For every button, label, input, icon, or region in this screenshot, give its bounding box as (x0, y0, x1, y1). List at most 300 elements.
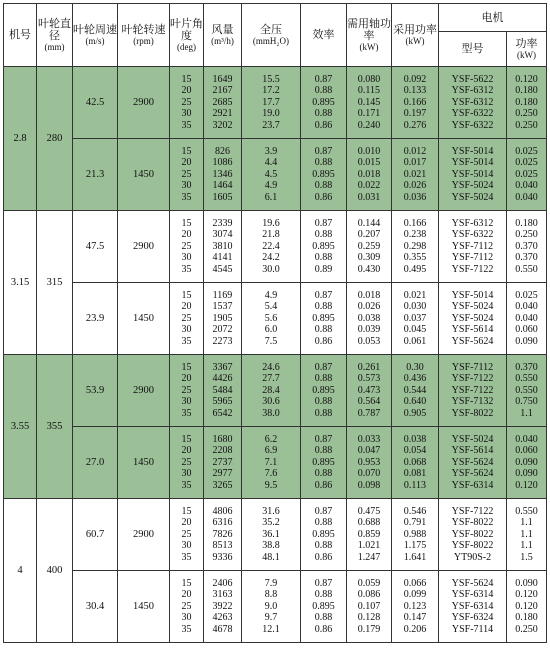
used-value: 0.238 (403, 229, 427, 241)
angle-value: 35 (181, 551, 192, 563)
pressure-value: 4.9 (264, 289, 278, 301)
angle-value: 35 (181, 623, 192, 635)
model-cell (439, 211, 507, 283)
angle-value: 30 (181, 468, 192, 480)
pressure-value: 9.0 (264, 600, 278, 612)
angle-value: 15 (181, 73, 192, 85)
shaft-value: 0.018 (357, 289, 381, 301)
mpower-cell (507, 67, 547, 139)
model-value: YSF-5624 (451, 456, 494, 468)
angle-value: 35 (181, 335, 192, 347)
tip-speed-cell: 30.4 (73, 571, 118, 643)
tip-speed-cell: 53.9 (73, 355, 118, 427)
pressure-value: 48.1 (262, 551, 280, 563)
shaft-value: 0.240 (357, 119, 381, 131)
eff-value: 0.895 (312, 528, 335, 540)
model-value: YSF-7132 (451, 396, 494, 408)
rpm-cell: 2900 (118, 67, 170, 139)
model-value: YSF-5624 (451, 335, 494, 347)
flow-value: 1086 (212, 157, 233, 169)
angle-value: 15 (181, 505, 192, 517)
used-value: 0.546 (403, 505, 427, 517)
mpower-value: 1.1 (520, 528, 533, 540)
shaft-value: 0.564 (357, 396, 381, 408)
eff-value: 0.895 (312, 240, 335, 252)
used-value: 0.436 (403, 373, 427, 385)
rpm-cell: 2900 (118, 355, 170, 427)
mpower-value: 0.120 (515, 73, 538, 85)
flow-value: 9336 (212, 551, 233, 563)
eff-value: 0.88 (314, 301, 333, 313)
shaft-value: 0.047 (357, 445, 381, 457)
used-value: 0.791 (403, 517, 427, 529)
model-value: YSF-6314 (451, 589, 494, 601)
flow-value: 6542 (212, 407, 233, 419)
pressure-cell (242, 283, 301, 355)
flow-value: 1605 (212, 191, 233, 203)
angle-cell (170, 139, 204, 211)
header-angle-unit: (deg) (177, 41, 196, 52)
flow-value: 2167 (212, 85, 233, 97)
header-diameter-unit: (mm) (44, 41, 65, 52)
angle-value: 30 (181, 612, 192, 624)
used-value: 0.081 (403, 468, 427, 480)
angle-value: 30 (181, 324, 192, 336)
eff-value: 0.87 (314, 505, 333, 517)
flow-value: 2977 (212, 468, 233, 480)
angle-value: 15 (181, 433, 192, 445)
header-flow-unit: (m³/h) (211, 35, 234, 46)
angle-cell (170, 427, 204, 499)
used-value: 0.038 (403, 433, 427, 445)
pressure-value: 17.2 (262, 85, 280, 97)
model-value: YSF-5622 (451, 73, 494, 85)
shaft-cell (347, 355, 392, 427)
pressure-value: 9.5 (264, 479, 278, 491)
machine-number-cell: 3.15 (4, 211, 37, 355)
angle-value: 30 (181, 108, 192, 120)
mpower-value: 0.250 (515, 108, 538, 120)
model-cell (439, 499, 507, 571)
flow-value: 1464 (212, 180, 233, 192)
eff-value: 0.87 (314, 289, 333, 301)
header-angle (170, 4, 204, 67)
pressure-value: 23.7 (262, 119, 280, 131)
eff-value: 0.895 (312, 96, 335, 108)
header-shaft-power-unit: (kW) (359, 41, 379, 52)
eff-value: 0.88 (314, 180, 333, 192)
angle-value: 25 (181, 528, 192, 540)
pressure-value: 7.9 (264, 577, 278, 589)
pressure-value: 27.7 (262, 373, 280, 385)
flow-value: 2685 (212, 96, 233, 108)
model-cell (439, 139, 507, 211)
model-value: YSF-5014 (451, 168, 494, 180)
shaft-value: 0.022 (357, 180, 381, 192)
shaft-value: 0.033 (357, 433, 381, 445)
table-row (4, 355, 547, 427)
pressure-value: 3.9 (264, 145, 278, 157)
mpower-value: 1.1 (520, 517, 533, 529)
angle-value: 35 (181, 479, 192, 491)
mpower-value: 0.040 (515, 301, 538, 313)
table-row (4, 571, 547, 643)
shaft-value: 1.021 (357, 540, 381, 552)
flow-value: 2339 (212, 217, 233, 229)
shaft-value: 0.059 (357, 577, 381, 589)
angle-value: 30 (181, 540, 192, 552)
pressure-cell (242, 571, 301, 643)
shaft-cell (347, 283, 392, 355)
eff-cell (301, 139, 347, 211)
angle-value: 20 (181, 445, 192, 457)
used-value: 0.012 (403, 145, 427, 157)
eff-value: 0.88 (314, 85, 333, 97)
used-value: 0.355 (403, 252, 427, 264)
flow-value: 1169 (212, 289, 233, 301)
flow-cell (204, 571, 242, 643)
shaft-value: 0.261 (357, 361, 381, 373)
shaft-value: 0.309 (357, 252, 381, 264)
eff-value: 0.86 (314, 479, 333, 491)
eff-value: 0.88 (314, 445, 333, 457)
shaft-value: 0.115 (357, 85, 381, 97)
model-value: YSF-5014 (451, 157, 494, 169)
used-cell (392, 427, 439, 499)
flow-cell (204, 139, 242, 211)
used-value: 0.021 (403, 168, 427, 180)
model-value: YSF-6324 (451, 612, 494, 624)
pressure-value: 15.5 (262, 73, 280, 85)
eff-value: 0.87 (314, 73, 333, 85)
model-value: YSF-5024 (451, 180, 494, 192)
angle-value: 25 (181, 168, 192, 180)
pressure-value: 12.1 (262, 623, 280, 635)
eff-value: 0.87 (314, 433, 333, 445)
pressure-value: 24.6 (262, 361, 280, 373)
header-shaft-power-label: 需用轴功率 (347, 17, 391, 42)
used-value: 0.066 (403, 577, 427, 589)
header-efficiency-label: 效率 (312, 29, 335, 41)
pressure-cell (242, 139, 301, 211)
model-value: YSF-7122 (451, 505, 494, 517)
model-value: YSF-8022 (451, 517, 494, 529)
shaft-value: 0.475 (357, 505, 381, 517)
shaft-value: 0.080 (357, 73, 381, 85)
used-cell (392, 571, 439, 643)
header-used-power (392, 4, 439, 67)
pressure-value: 30.0 (262, 263, 280, 275)
tip-speed-cell: 21.3 (73, 139, 118, 211)
mpower-value: 0.180 (515, 96, 538, 108)
pressure-value: 4.4 (264, 157, 278, 169)
table-row (4, 67, 547, 139)
shaft-cell (347, 211, 392, 283)
flow-value: 2072 (212, 324, 233, 336)
shaft-value: 0.787 (357, 407, 381, 419)
shaft-value: 0.010 (357, 145, 381, 157)
mpower-value: 0.040 (515, 191, 538, 203)
model-value: YSF-7112 (451, 252, 494, 264)
mpower-value: 0.025 (515, 145, 538, 157)
angle-value: 25 (181, 96, 192, 108)
angle-value: 35 (181, 263, 192, 275)
mpower-value: 0.550 (515, 263, 538, 275)
used-value: 0.544 (403, 384, 427, 396)
flow-value: 4263 (212, 612, 233, 624)
mpower-value: 0.370 (515, 240, 538, 252)
shaft-value: 0.026 (357, 301, 381, 313)
pressure-value: 38.8 (262, 540, 280, 552)
header-pressure (242, 4, 301, 67)
pressure-value: 6.9 (264, 445, 278, 457)
angle-value: 25 (181, 456, 192, 468)
diameter-cell: 280 (37, 67, 73, 211)
used-value: 0.166 (403, 96, 427, 108)
eff-value: 0.88 (314, 324, 333, 336)
used-value: 1.175 (403, 540, 427, 552)
used-value: 0.037 (403, 312, 427, 324)
shaft-value: 0.128 (357, 612, 381, 624)
eff-value: 0.86 (314, 551, 333, 563)
mpower-value: 0.550 (515, 505, 538, 517)
used-cell (392, 211, 439, 283)
flow-value: 1537 (212, 301, 233, 313)
flow-value: 3367 (212, 361, 233, 373)
eff-value: 0.88 (314, 468, 333, 480)
header-diameter-label: 叶轮直径 (38, 17, 71, 42)
flow-value: 2208 (212, 445, 233, 457)
tip-speed-cell: 23.9 (73, 283, 118, 355)
rpm-cell: 1450 (118, 571, 170, 643)
used-value: 0.133 (403, 85, 427, 97)
angle-cell (170, 499, 204, 571)
eff-value: 0.88 (314, 407, 333, 419)
shaft-value: 0.573 (357, 373, 381, 385)
model-cell (439, 571, 507, 643)
used-value: 0.068 (403, 456, 427, 468)
model-value: YSF-5624 (451, 468, 494, 480)
eff-cell (301, 211, 347, 283)
header-angle-label: 叶片角度 (170, 17, 203, 42)
eff-value: 0.88 (314, 396, 333, 408)
mpower-value: 0.060 (515, 324, 538, 336)
flow-value: 4806 (212, 505, 233, 517)
pressure-value: 7.5 (264, 335, 278, 347)
used-value: 0.054 (403, 445, 427, 457)
used-value: 0.905 (403, 407, 427, 419)
model-value: YSF-7112 (451, 240, 494, 252)
mpower-value: 0.250 (515, 623, 538, 635)
model-value: YSF-6322 (451, 119, 494, 131)
mpower-value: 1.1 (520, 407, 533, 419)
rpm-cell: 1450 (118, 283, 170, 355)
used-value: 0.147 (403, 612, 427, 624)
pressure-value: 9.7 (264, 612, 278, 624)
shaft-cell (347, 571, 392, 643)
used-value: 0.021 (403, 289, 427, 301)
used-value: 0.099 (403, 589, 427, 601)
flow-value: 5965 (212, 396, 233, 408)
mpower-value: 0.025 (515, 157, 538, 169)
shaft-value: 0.031 (357, 191, 381, 203)
eff-value: 0.87 (314, 145, 333, 157)
shaft-value: 0.070 (357, 468, 381, 480)
pressure-value: 8.8 (264, 589, 278, 601)
shaft-value: 0.038 (357, 312, 381, 324)
angle-value: 25 (181, 312, 192, 324)
shaft-cell (347, 67, 392, 139)
pressure-value: 19.0 (262, 108, 280, 120)
mpower-value: 1.5 (520, 551, 533, 563)
header-motor-power-unit: (kW) (517, 49, 536, 60)
flow-value: 1680 (212, 433, 233, 445)
flow-value: 1346 (212, 168, 233, 180)
eff-value: 0.86 (314, 119, 333, 131)
pressure-value: 35.2 (262, 517, 280, 529)
mpower-value: 1.1 (520, 540, 533, 552)
pressure-value: 7.6 (264, 468, 278, 480)
table-row (4, 499, 547, 571)
mpower-value: 0.180 (515, 217, 538, 229)
angle-value: 20 (181, 301, 192, 313)
mpower-value: 0.370 (515, 252, 538, 264)
machine-number-cell: 2.8 (4, 67, 37, 211)
angle-cell (170, 283, 204, 355)
eff-value: 0.88 (314, 612, 333, 624)
flow-value: 7826 (212, 528, 233, 540)
eff-value: 0.88 (314, 589, 333, 601)
model-value: YSF-8022 (451, 528, 494, 540)
eff-value: 0.86 (314, 623, 333, 635)
used-value: 0.276 (403, 119, 427, 131)
rpm-cell: 2900 (118, 211, 170, 283)
angle-value: 30 (181, 396, 192, 408)
used-cell (392, 283, 439, 355)
eff-value: 0.895 (312, 168, 335, 180)
header-model-label: 型号 (461, 43, 484, 55)
eff-value: 0.88 (314, 157, 333, 169)
model-value: YSF-5024 (451, 191, 494, 203)
shaft-cell (347, 139, 392, 211)
mpower-value: 0.040 (515, 433, 538, 445)
tip-speed-cell: 60.7 (73, 499, 118, 571)
header-pressure-label: 全压 (260, 23, 282, 36)
pressure-value: 5.4 (264, 301, 278, 313)
flow-value: 3922 (212, 600, 233, 612)
mpower-cell (507, 139, 547, 211)
angle-value: 20 (181, 229, 192, 241)
eff-value: 0.88 (314, 540, 333, 552)
pressure-value: 19.6 (262, 217, 280, 229)
table-row (4, 427, 547, 499)
model-value: YSF-6314 (451, 479, 494, 491)
shaft-value: 0.086 (357, 589, 381, 601)
eff-value: 0.895 (312, 312, 335, 324)
model-value: YSF-6314 (451, 600, 494, 612)
flow-value: 3265 (212, 479, 233, 491)
used-cell (392, 139, 439, 211)
flow-value: 4141 (212, 252, 233, 264)
header-machine (4, 4, 37, 67)
eff-cell (301, 427, 347, 499)
used-value: 0.30 (406, 361, 424, 373)
pressure-cell (242, 427, 301, 499)
rpm-cell: 1450 (118, 139, 170, 211)
spec-body (4, 67, 547, 643)
eff-value: 0.88 (314, 252, 333, 264)
header-motor-power-label: 功率 (515, 37, 538, 50)
table-row (4, 211, 547, 283)
used-value: 0.045 (403, 324, 427, 336)
shaft-value: 0.144 (357, 217, 381, 229)
model-value: YSF-5014 (451, 145, 494, 157)
pressure-value: 28.4 (262, 384, 280, 396)
model-cell (439, 355, 507, 427)
mpower-value: 0.180 (515, 612, 538, 624)
shaft-value: 0.098 (357, 479, 381, 491)
model-value: YSF-5014 (451, 289, 494, 301)
pressure-value: 6.2 (264, 433, 278, 445)
rpm-cell: 1450 (118, 427, 170, 499)
header-rpm-label: 叶轮转速 (121, 23, 166, 36)
used-value: 0.026 (403, 180, 427, 192)
used-value: 0.206 (403, 623, 427, 635)
header-rpm (118, 4, 170, 67)
shaft-value: 0.107 (357, 600, 381, 612)
flow-value: 8513 (212, 540, 233, 552)
angle-value: 35 (181, 191, 192, 203)
flow-value: 1649 (212, 73, 233, 85)
mpower-value: 0.120 (515, 479, 538, 491)
used-value: 0.495 (403, 263, 427, 275)
eff-cell (301, 283, 347, 355)
angle-cell (170, 355, 204, 427)
angle-value: 15 (181, 217, 192, 229)
used-value: 0.640 (403, 396, 427, 408)
model-value: YT90S-2 (453, 551, 492, 563)
mpower-cell (507, 499, 547, 571)
mpower-value: 0.120 (515, 600, 538, 612)
pressure-value: 21.8 (262, 229, 280, 241)
flow-value: 6316 (212, 517, 233, 529)
eff-value: 0.88 (314, 517, 333, 529)
mpower-cell (507, 427, 547, 499)
used-value: 0.030 (403, 301, 427, 313)
shaft-value: 1.247 (357, 551, 381, 563)
header-rpm-unit: (rpm) (133, 35, 154, 46)
used-value: 1.641 (403, 551, 427, 563)
header-motor-power (507, 32, 547, 67)
angle-cell (170, 571, 204, 643)
angle-value: 20 (181, 85, 192, 97)
model-value: YSF-6322 (451, 229, 494, 241)
shaft-cell (347, 427, 392, 499)
mpower-value: 0.750 (515, 396, 538, 408)
header-flow-label: 风量 (211, 23, 234, 36)
header-motor-label: 电机 (481, 11, 504, 24)
shaft-value: 0.859 (357, 528, 381, 540)
header-used-power-label: 采用功率 (393, 23, 437, 36)
shaft-value: 0.207 (357, 229, 381, 241)
angle-value: 15 (181, 577, 192, 589)
angle-value: 25 (181, 600, 192, 612)
used-value: 0.988 (403, 528, 427, 540)
angle-cell (170, 67, 204, 139)
header-shaft-power (347, 4, 392, 67)
flow-value: 4426 (212, 373, 233, 385)
pressure-value: 6.1 (264, 191, 278, 203)
